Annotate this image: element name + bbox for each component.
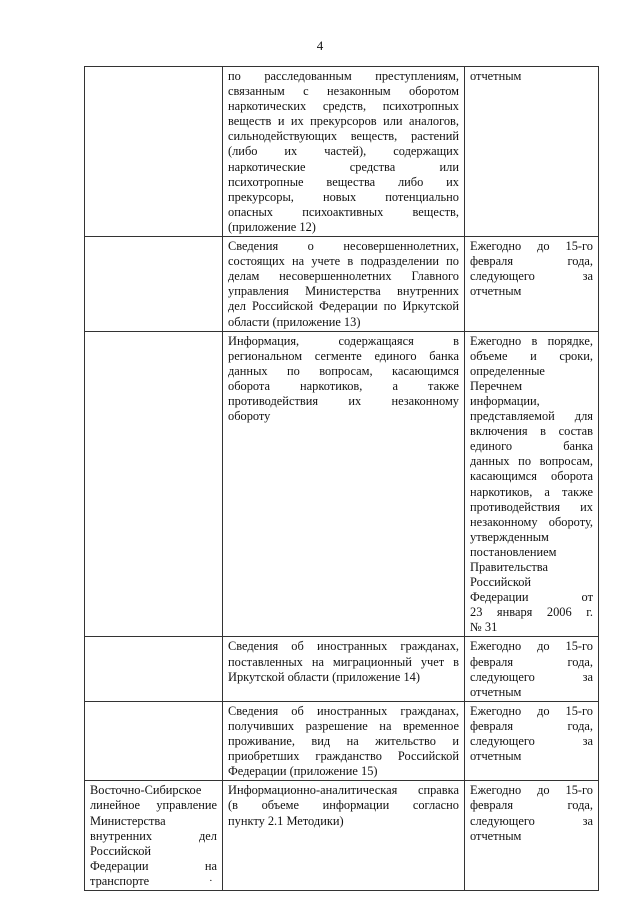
text-line: получивших разрешение на временное xyxy=(228,718,459,733)
text-line: внутренних дел xyxy=(90,828,217,843)
text-line: транспорте xyxy=(90,873,150,888)
text-line: Сведения о несовершеннолетних, xyxy=(228,239,459,254)
text-line: Ежегодно до 15-го xyxy=(470,703,593,718)
text-line: поставленных на миграционный учет в xyxy=(228,654,459,669)
text-line: (либо их частей), содержащих xyxy=(228,144,459,159)
text-line: пункту 2.1 Методики) xyxy=(228,813,344,828)
deadline-cell xyxy=(465,781,599,891)
reporting-table xyxy=(84,66,599,891)
text-line: Перечнем xyxy=(470,378,523,393)
text-line: Ежегодно в порядке, xyxy=(470,333,593,348)
text-line: Российской xyxy=(90,843,152,858)
text-line: Сведения об иностранных гражданах, xyxy=(228,639,459,654)
text-line: Федерации от xyxy=(470,590,593,605)
text-line: № 31 xyxy=(470,620,498,635)
organization-cell xyxy=(85,67,223,237)
organization-cell xyxy=(85,781,223,891)
organization-cell xyxy=(85,331,223,637)
text-line: управления Министерства внутренних xyxy=(228,284,459,299)
text-line: прекурсоры, новых потенциально xyxy=(228,189,459,204)
text-line: веществ и их прекурсоров или аналогов, xyxy=(228,114,459,129)
text-line: незаконному обороту, xyxy=(470,514,593,529)
text-line: наркотиков, а также xyxy=(470,484,593,499)
text-line: отчетным xyxy=(470,284,522,299)
text-line: определенные xyxy=(470,363,545,378)
text-line: Информационно-аналитическая справка xyxy=(228,783,459,798)
text-line: Федерации (приложение 15) xyxy=(228,764,378,779)
text-line: отчетным xyxy=(470,684,522,699)
text-line: делам несовершеннолетних Главного xyxy=(228,269,459,284)
text-line: Ежегодно до 15-го xyxy=(470,639,593,654)
text-line: следующего за xyxy=(470,734,593,749)
text-line: Информация, содержащаяся в xyxy=(228,333,459,348)
text-line: Ежегодно до 15-го xyxy=(470,239,593,254)
text-line: линейное управление xyxy=(90,798,217,813)
text-line: приобретших гражданство Российской xyxy=(228,749,459,764)
text-line: региональном сегменте единого банка xyxy=(228,348,459,363)
text-line: дел Российской Федерации по Иркутской xyxy=(228,299,459,314)
text-line: следующего за xyxy=(470,813,593,828)
text-line: представляемой для xyxy=(470,409,593,424)
text-line: сильнодействующих веществ, растений xyxy=(228,129,459,144)
text-line: оборота наркотиков, а также xyxy=(228,378,459,393)
text-line: данных по вопросам, касающимся xyxy=(228,363,459,378)
text-line: психотропные вещества либо их xyxy=(228,174,459,189)
text-line: отчетным xyxy=(470,69,522,83)
text-line: состоящих на учете в подразделении по xyxy=(228,254,459,269)
deadline-cell xyxy=(465,701,599,780)
table-row xyxy=(85,67,599,237)
text-line: Российской xyxy=(470,575,532,590)
text-line: единого банка xyxy=(470,439,593,454)
text-line: Правительства xyxy=(470,560,548,574)
text-line: Иркутской области (приложение 14) xyxy=(228,669,421,684)
text-line: проживание, вид на жительство и xyxy=(228,734,459,749)
deadline-cell xyxy=(465,331,599,637)
text-line: февраля года, xyxy=(470,798,593,813)
table-row xyxy=(85,331,599,637)
information-cell xyxy=(223,237,465,332)
text-line: постановлением xyxy=(470,544,557,559)
text-line: Сведения об иностранных гражданах, xyxy=(228,703,459,718)
text-line: Ежегодно до 15-го xyxy=(470,783,593,798)
organization-cell xyxy=(85,237,223,332)
text-line: информации, xyxy=(470,393,540,408)
text-line: опасных психоактивных веществ, xyxy=(228,204,459,219)
information-cell xyxy=(223,637,465,701)
text-line: противодействия их незаконному xyxy=(228,393,459,408)
deadline-cell xyxy=(465,67,599,237)
text-line: (приложение 12) xyxy=(228,219,316,234)
text-line: Восточно-Сибирское xyxy=(90,783,202,798)
table-row xyxy=(85,701,599,780)
text-line: утвержденным xyxy=(470,529,549,544)
text-line: Федерации на xyxy=(90,858,217,873)
page-number: 4 xyxy=(316,38,324,53)
organization-cell xyxy=(85,701,223,780)
text-line: включения в состав xyxy=(470,424,593,439)
table-row xyxy=(85,237,599,332)
text-line: отчетным xyxy=(470,828,522,843)
text-line: 23 января 2006 г. xyxy=(470,605,593,620)
text-line: обороту xyxy=(228,409,271,424)
text-line: объеме и сроки, xyxy=(470,348,593,363)
text-line: следующего за xyxy=(470,269,593,284)
text-line: противодействия их xyxy=(470,499,593,514)
table-row xyxy=(85,637,599,701)
stray-mark: · xyxy=(209,875,213,887)
text-line: февраля года, xyxy=(470,718,593,733)
text-line: наркотических средств, психотропных xyxy=(228,99,459,114)
text-line: области (приложение 13) xyxy=(228,314,361,329)
information-cell xyxy=(223,781,465,891)
text-line: следующего за xyxy=(470,669,593,684)
deadline-cell xyxy=(465,637,599,701)
text-line: связанным с незаконным оборотом xyxy=(228,84,459,99)
text-line: Министерства xyxy=(90,813,166,828)
text-line: февраля года, xyxy=(470,254,593,269)
information-cell xyxy=(223,331,465,637)
text-line: наркотические средства или xyxy=(228,159,459,174)
text-line: по расследованным преступлениям, xyxy=(228,69,459,83)
organization-cell xyxy=(85,637,223,701)
table-row xyxy=(85,781,599,891)
deadline-cell xyxy=(465,237,599,332)
text-line: касающимся оборота xyxy=(470,469,593,484)
text-line: данных по вопросам, xyxy=(470,454,593,469)
information-cell xyxy=(223,67,465,237)
text-line: февраля года, xyxy=(470,654,593,669)
text-line: отчетным xyxy=(470,749,522,764)
information-cell xyxy=(223,701,465,780)
text-line: (в объеме информации согласно xyxy=(228,798,459,813)
